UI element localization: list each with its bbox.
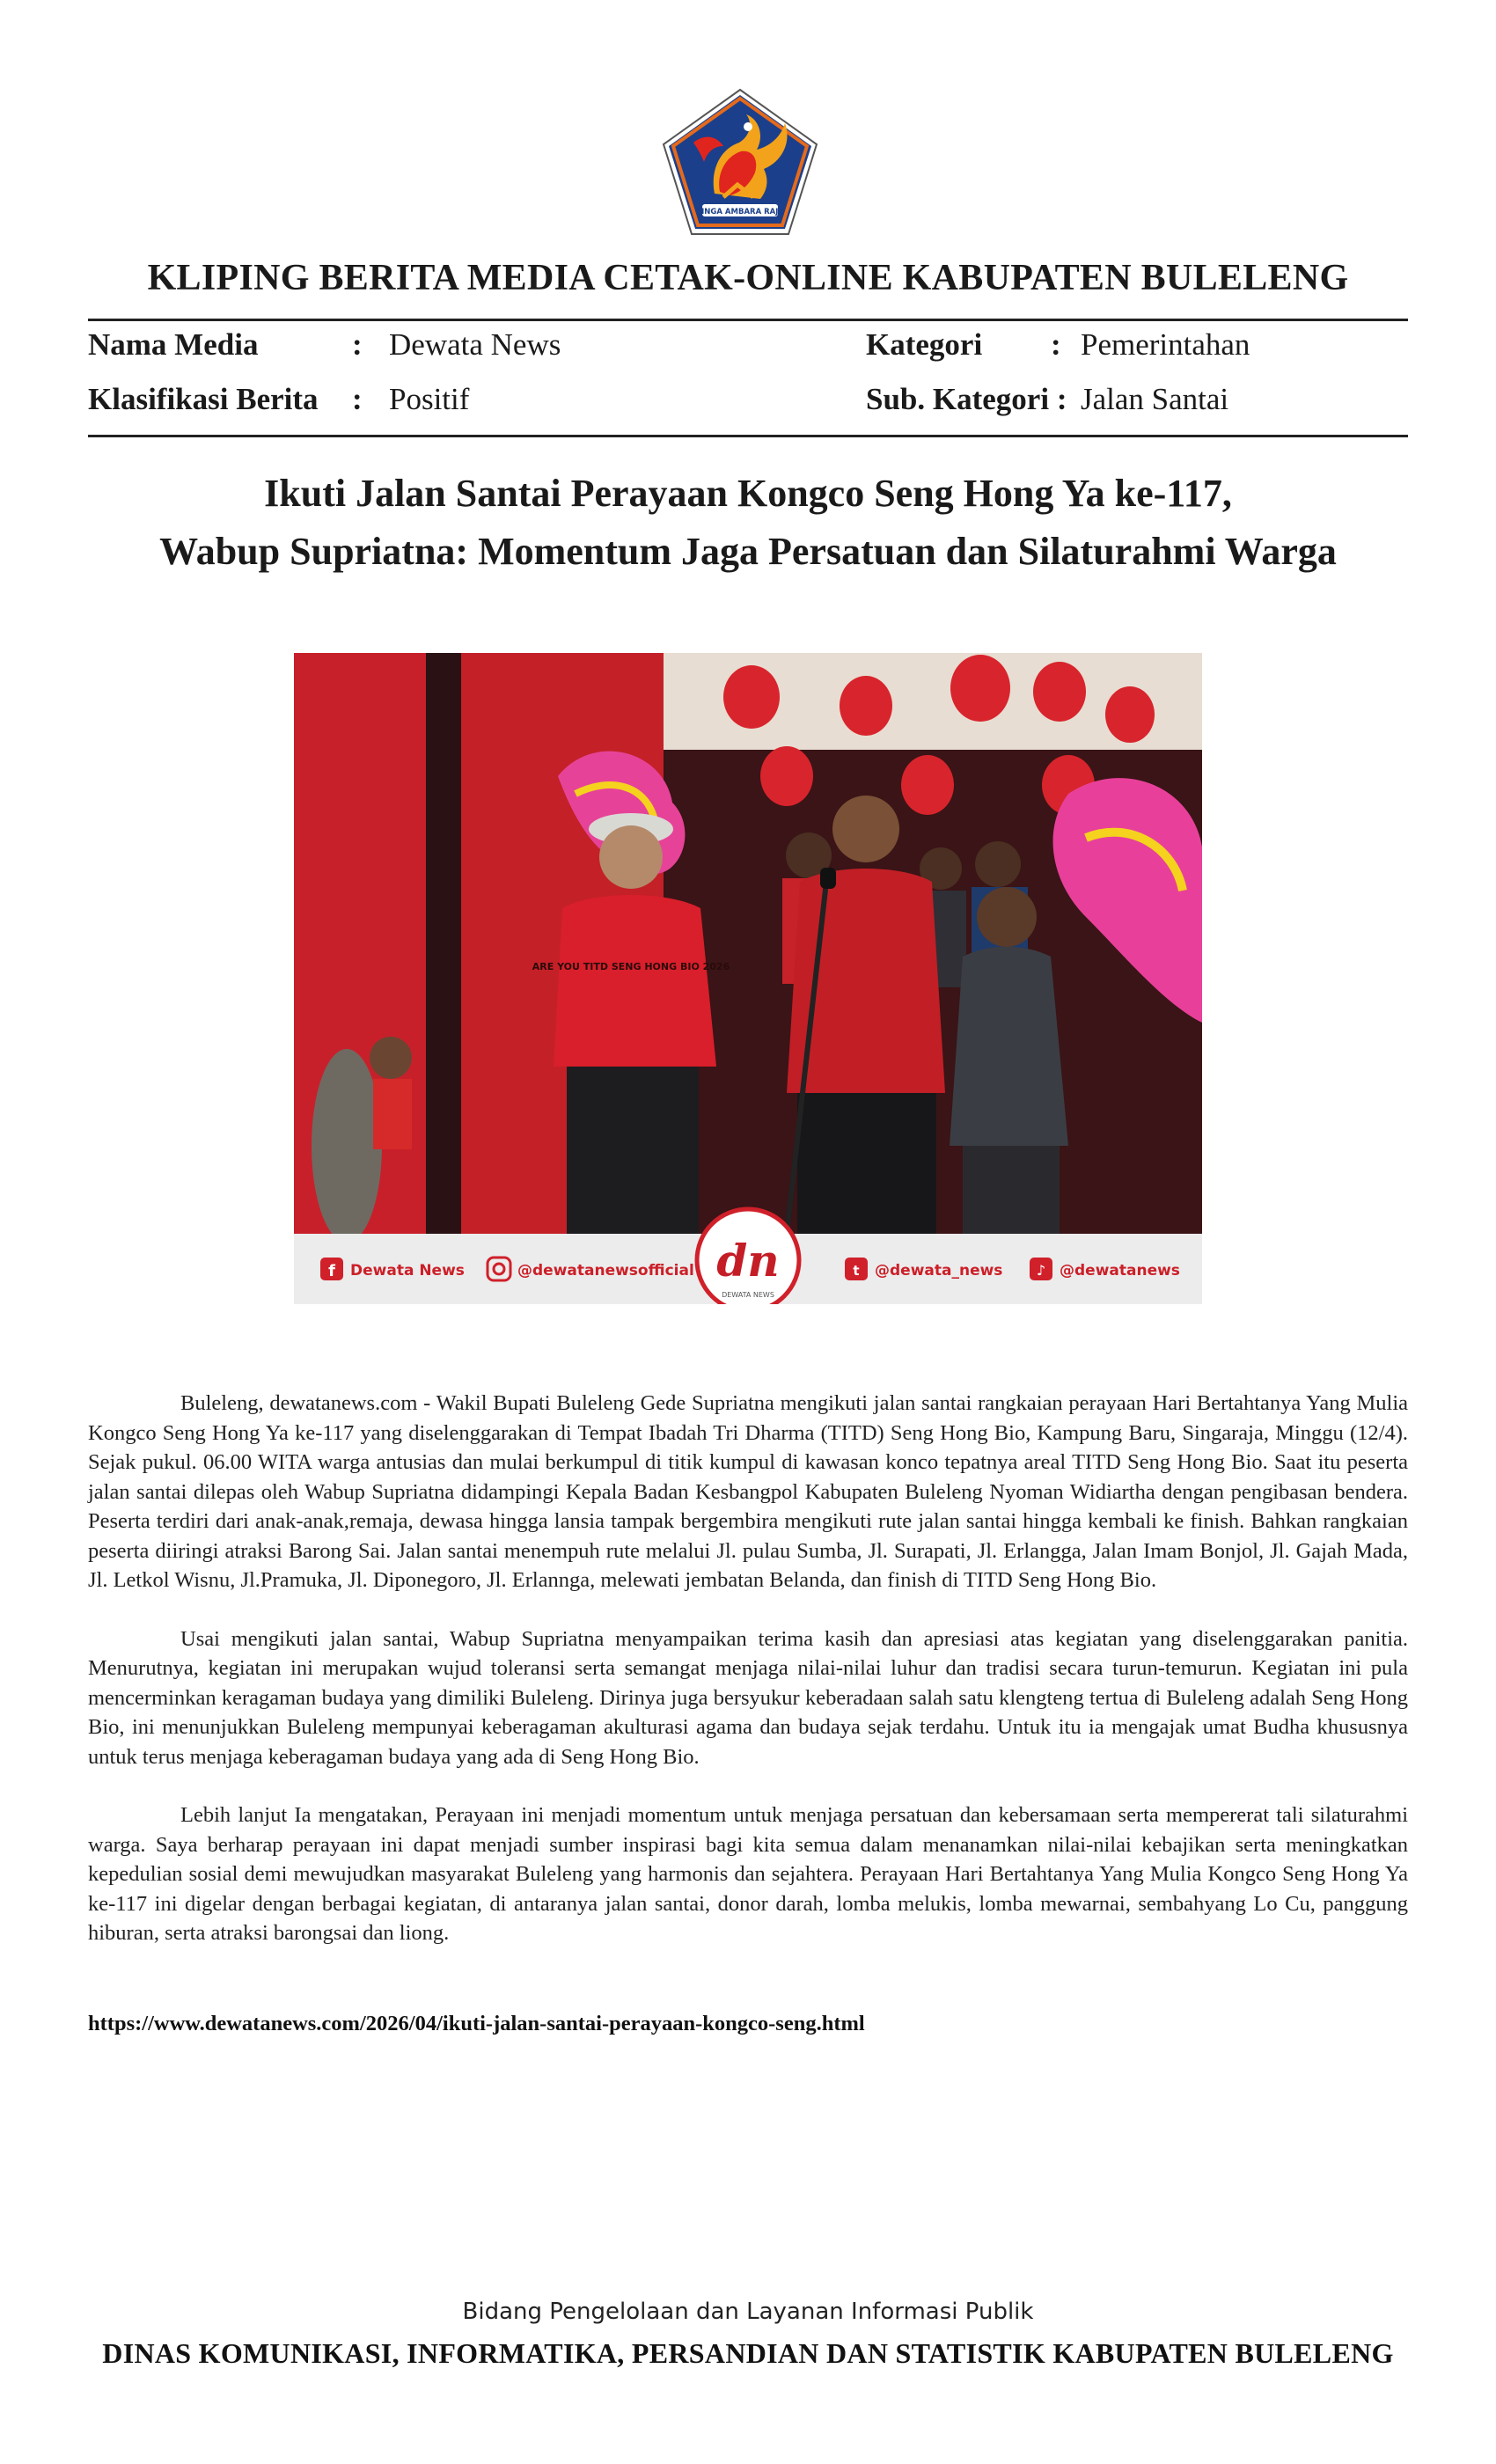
news-classification-label: Klasifikasi Berita bbox=[88, 382, 319, 416]
subcategory-value: Jalan Santai bbox=[1081, 382, 1229, 416]
source-url[interactable]: https://www.dewatanews.com/2026/04/ikuti-jalan-santai-perayaan-kongco-seng.html bbox=[88, 2012, 865, 2035]
photo-tiktok-handle: @dewatanews bbox=[1060, 1262, 1180, 1280]
svg-text:f: f bbox=[328, 1262, 335, 1280]
news-classification-value: Positif bbox=[389, 382, 470, 416]
headline-line-1: Ikuti Jalan Santai Perayaan Kongco Seng Hong Ya ke-117, bbox=[264, 472, 1232, 515]
subcategory-label: Sub. Kategori : bbox=[866, 382, 1067, 416]
article-paragraph-2: Usai mengikuti jalan santai, Wabup Supriatna menyampaikan terima kasih dan apresiasi atas kegiatan yang diselenggarakan panitia. Menurutnya, kegiatan ini merupakan wujud toleransi serta semangat menjaga nilai-nilai luhur dan tradisi secara turun-temurun. Kegiatan ini pula mencerminkan keragaman budaya yang dimiliki Buleleng. Dirinya juga bersyukur keberadaan salah satu klengteng tertua di Buleleng adalah Seng Hong Bio, ini menunjukkan Buleleng mempunyai keberagaman akulturasi agama dan budaya sejak terdahu. Untuk itu ia mengajak umat Budha khususnya untuk terus menjaga keberagaman budaya yang ada di Seng Hong Bio. bbox=[88, 1626, 1408, 1769]
article-headline bbox=[88, 465, 1408, 581]
header-divider-bottom bbox=[88, 435, 1408, 437]
article-paragraph-1: Buleleng, dewatanews.com - Wakil Bupati Buleleng Gede Supriatna mengikuti jalan santai rangkaian perayaan Hari Bertahtanya Yang Mulia Kongco Seng Hong Ya ke-117 yang diselenggarakan di Tempat Ibadah Tri Dharma (TITD) Seng Hong Bio, Kampung Baru, Singaraja, Minggu (12/4). Sejak pukul. 06.00 WITA warga antusias dan mulai berkumpul di titik kumpul di kawasan konco tepatnya areal TITD Seng Hong Bio. Saat itu peserta jalan santai dilepas oleh Wabup Supriatna didampingi Kepala Badan Kesbangpol Kabupaten Buleleng Nyoman Widiartha dengan pengibasan bendera. Peserta terdiri dari anak-anak,remaja, dewasa hingga lansia tampak bergembira mengikuti rute jalan santai hingga kembali ke finish. Bahkan rangkaian peserta diiringi atraksi Barong Sai. Jalan santai menempuh rute melalui Jl. pulau Sumba, Jl. Surapati, Jl. Erlangga, Jalan Imam Bonjol, Jl. Gajah Mada, Jl. Letkol Wisnu, Jl.Pramuka, Jl. Diponegoro, Jl. Erlannga, melewati jembatan Belanda, dan finish di TITD Seng Hong Bio. bbox=[88, 1391, 1408, 1592]
photo-facebook-handle: Dewata News bbox=[350, 1262, 465, 1280]
photo-instagram-handle: @dewatanewsofficial bbox=[517, 1262, 694, 1280]
footer-division: Bidang Pengelolaan dan Layanan Informasi Publik bbox=[462, 2299, 1034, 2325]
buleleng-regency-logo bbox=[662, 88, 818, 236]
category-colon: : bbox=[1051, 327, 1061, 362]
headline-line-2: Wabup Supriatna: Momentum Jaga Persatuan dan Silaturahmi Warga bbox=[159, 530, 1337, 573]
footer-department: DINAS KOMUNIKASI, INFORMATIKA, PERSANDIAN DAN STATISTIK KABUPATEN BULELENG bbox=[102, 2337, 1394, 2369]
shirt-print-text: ARE YOU TITD SENG HONG BIO 2026 bbox=[532, 961, 730, 972]
category-label: Kategori bbox=[866, 327, 983, 362]
photo-news-logo: dn bbox=[716, 1235, 780, 1287]
photo-news-logo-sub: DEWATA NEWS bbox=[722, 1291, 774, 1299]
article-body bbox=[88, 1389, 1408, 1977]
article-paragraph-3: Lebih lanjut Ia mengatakan, Perayaan ini menjadi momentum untuk menjaga persatuan dan kebersamaan serta mempererat tali silaturahmi warga. Saya berharap perayaan ini dapat menjadi sumber inspirasi bagi kita semua dalam menanamkan nilai-nilai kebajikan serta meningkatkan kepedulian sosial demi mewujudkan masyarakat Buleleng yang harmonis dan sejahtera. Perayaan Hari Bertahtanya Yang Mulia Kongco Seng Hong Ya ke-117 ini digelar dengan berbagai kegiatan, di antaranya jalan santai, donor darah, lomba melukis, lomba mewarnai, sembahyang Lo Cu, panggung hiburan, serta atraksi barongsai dan liong. bbox=[88, 1803, 1408, 1945]
media-name-colon: : bbox=[352, 327, 363, 362]
svg-text:t: t bbox=[853, 1263, 860, 1279]
photo-twitter-handle: @dewata_news bbox=[875, 1262, 1003, 1280]
article-photo bbox=[294, 653, 1202, 1304]
category-value: Pemerintahan bbox=[1081, 327, 1250, 362]
svg-text:♪: ♪ bbox=[1036, 1262, 1046, 1279]
logo-motto-text: SINGA AMBARA RAJA bbox=[696, 208, 784, 216]
media-name-value: Dewata News bbox=[389, 327, 561, 362]
media-name-label: Nama Media bbox=[88, 327, 259, 362]
header-divider-top bbox=[88, 319, 1408, 321]
news-classification-colon: : bbox=[352, 382, 363, 416]
document-header-title: KLIPING BERITA MEDIA CETAK-ONLINE KABUPATEN BULELENG bbox=[147, 258, 1349, 298]
